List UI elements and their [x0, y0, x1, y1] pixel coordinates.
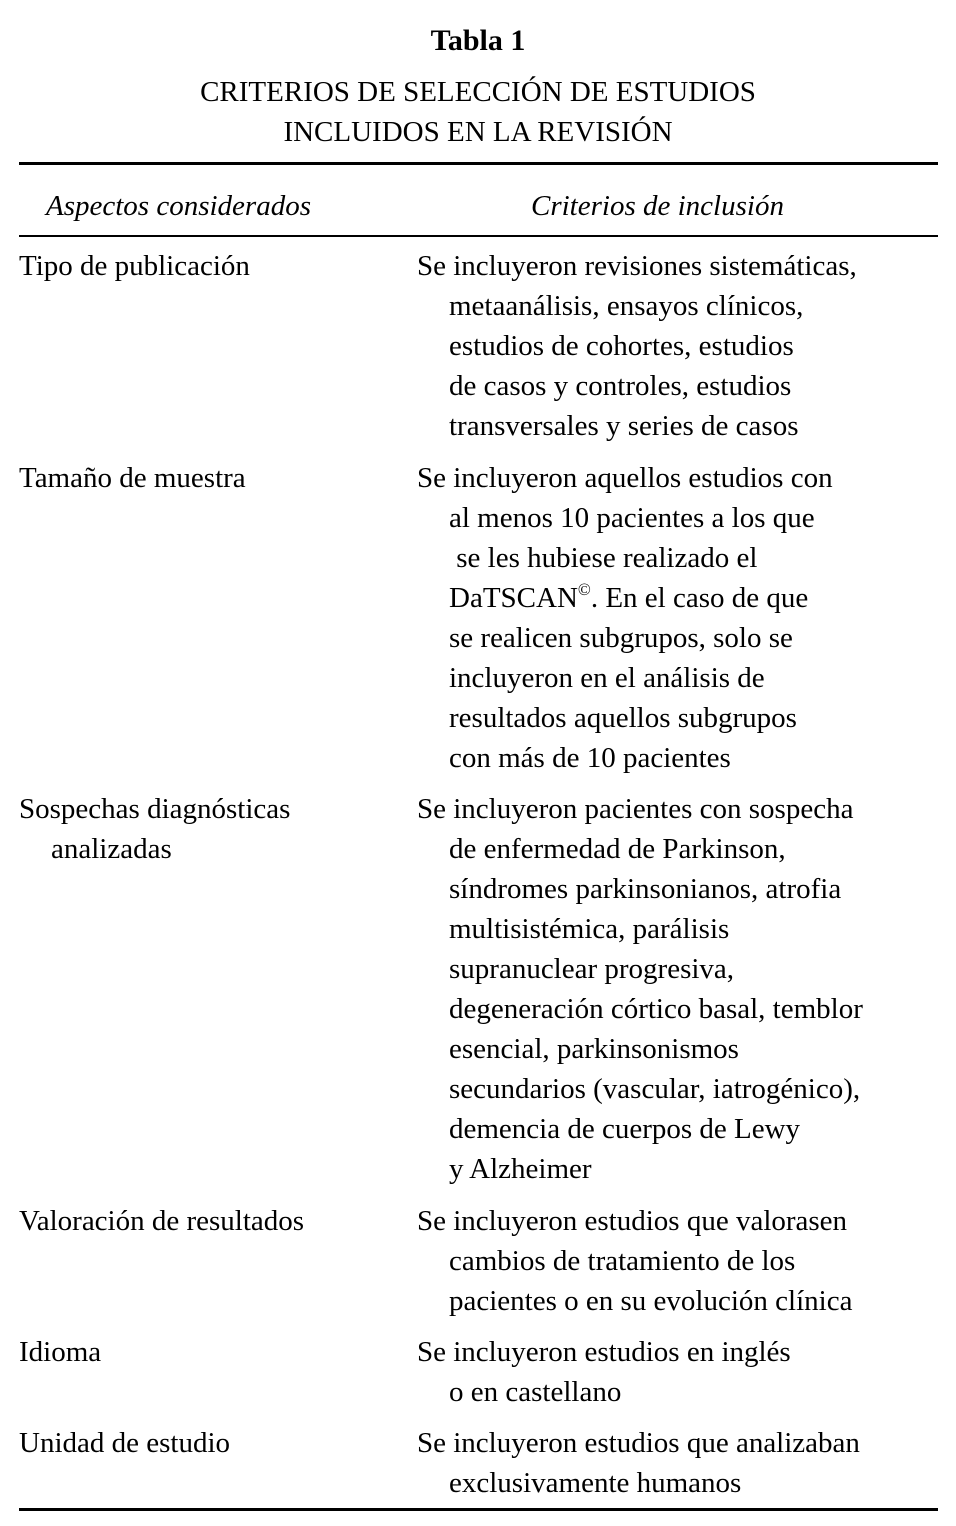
aspect-line: Tipo de publicación [19, 250, 250, 282]
criteria-line: o en castellano [449, 1376, 622, 1408]
criteria-line: Se incluyeron pacientes con sospecha [417, 793, 854, 825]
column-header-criteria: Criterios de inclusión [531, 190, 784, 222]
aspect-cell [19, 1201, 399, 1241]
criteria-cell [417, 789, 937, 1189]
criteria-line: transversales y series de casos [449, 410, 799, 442]
aspect-cell [19, 1423, 399, 1463]
criteria-line: se realicen subgrupos, solo se [449, 622, 793, 654]
aspect-line: analizadas [51, 833, 172, 865]
aspect-cell [19, 1332, 399, 1372]
aspect-line: Tamaño de muestra [19, 462, 246, 494]
criteria-line: supranuclear progresiva, [449, 953, 735, 985]
column-header-aspects: Aspectos considerados [46, 190, 311, 222]
top-rule [19, 162, 938, 165]
criteria-line: incluyeron en el análisis de [449, 662, 765, 694]
aspect-cell [19, 458, 399, 498]
criteria-line: secundarios (vascular, iatrogénico), [449, 1073, 861, 1105]
criteria-line: de casos y controles, estudios [449, 370, 792, 402]
criteria-cell [417, 246, 937, 446]
criteria-line: pacientes o en su evolución clínica [449, 1285, 853, 1317]
criteria-cell [417, 1332, 937, 1412]
header-rule [19, 235, 938, 237]
criteria-line: síndromes parkinsonianos, atrofia [449, 873, 842, 905]
criteria-line [417, 578, 937, 618]
subtitle-line: INCLUIDOS EN LA REVISIÓN [283, 116, 673, 148]
criteria-line: esencial, parkinsonismos [449, 1033, 739, 1065]
subtitle-line: CRITERIOS DE SELECCIÓN DE ESTUDIOS [200, 76, 756, 108]
bottom-rule [19, 1508, 938, 1511]
aspect-cell [19, 789, 399, 869]
criteria-line: demencia de cuerpos de Lewy [449, 1113, 801, 1145]
aspect-line: Valoración de resultados [19, 1205, 305, 1237]
criteria-line: Se incluyeron revisiones sistemáticas, [417, 250, 857, 282]
datscan-text: DaTSCAN [449, 582, 578, 614]
criteria-line: con más de 10 pacientes [449, 742, 731, 774]
datscan-rest: . En el caso de que [590, 582, 809, 614]
criteria-line: Se incluyeron estudios que valorasen [417, 1205, 848, 1237]
criteria-line: Se incluyeron estudios en inglés [417, 1336, 791, 1368]
aspect-line: Sospechas diagnósticas [19, 793, 291, 825]
criteria-cell [417, 1201, 937, 1321]
criteria-line: estudios de cohortes, estudios [449, 330, 794, 362]
criteria-line: multisistémica, parálisis [449, 913, 730, 945]
criteria-line: degeneración córtico basal, temblor [449, 993, 863, 1025]
criteria-line: y Alzheimer [449, 1153, 592, 1185]
copyright-mark: © [577, 580, 591, 599]
criteria-line: Se incluyeron estudios que analizaban [417, 1427, 860, 1459]
criteria-line: se les hubiese realizado el [449, 542, 758, 574]
criteria-line: resultados aquellos subgrupos [449, 702, 797, 734]
criteria-line: Se incluyeron aquellos estudios con [417, 462, 833, 494]
criteria-cell [417, 458, 937, 778]
criteria-line: al menos 10 pacientes a los que [449, 502, 815, 534]
criteria-line: de enfermedad de Parkinson, [449, 833, 786, 865]
aspect-line: Unidad de estudio [19, 1427, 231, 1459]
aspect-cell [19, 246, 399, 286]
table-title: Tabla 1 [430, 24, 526, 57]
criteria-line: exclusivamente humanos [449, 1467, 742, 1499]
aspect-line: Idioma [19, 1336, 102, 1368]
criteria-line: metaanálisis, ensayos clínicos, [449, 290, 804, 322]
criteria-cell [417, 1423, 937, 1503]
table-subtitle [0, 72, 956, 152]
criteria-line: cambios de tratamiento de los [449, 1245, 796, 1277]
